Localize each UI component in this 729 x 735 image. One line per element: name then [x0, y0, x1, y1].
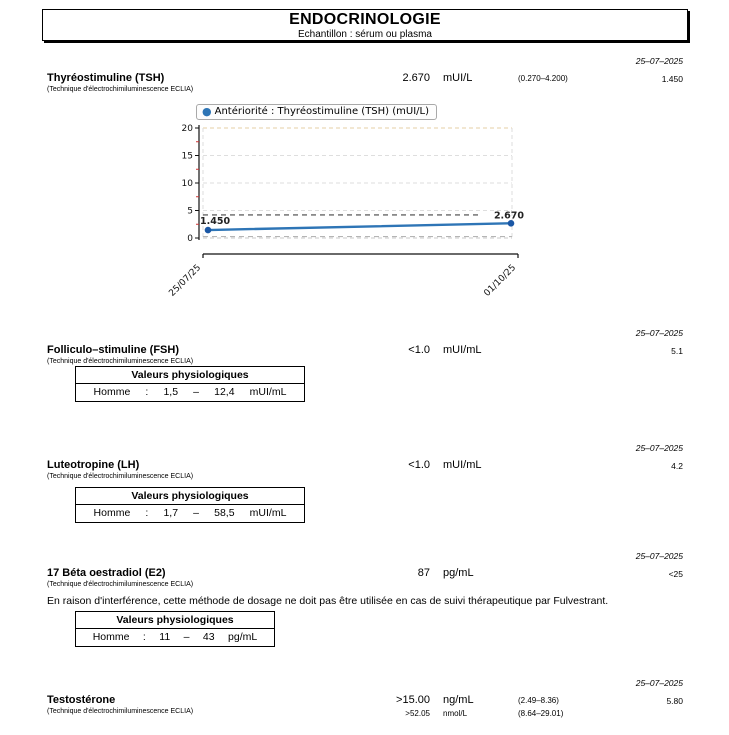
fsh-value: <1.0 — [408, 344, 430, 356]
testosterone-value2: >52.05 — [405, 709, 430, 718]
physio-dash: – — [183, 631, 190, 643]
fsh-previous-date: 25–07–2025 — [635, 328, 683, 338]
fsh-physio-table — [75, 366, 305, 402]
physio-high: 12,4 — [214, 386, 235, 398]
testosterone-test-name: Testostérone — [47, 694, 116, 706]
sample-type-label: Echantillon : sérum ou plasma — [298, 29, 432, 40]
testosterone-value: >15.00 — [396, 694, 430, 706]
physio-low: 1,7 — [163, 507, 179, 519]
tsh-history-chart — [160, 104, 560, 304]
fsh-unit: mUI/mL — [443, 344, 482, 356]
svg-text:20: 20 — [181, 124, 193, 134]
tsh-previous-value: 1.450 — [661, 74, 683, 84]
lh-previous-value: 4.2 — [671, 461, 683, 471]
physio-table-title: Valeurs physiologiques — [76, 612, 274, 629]
physio-unit: pg/mL — [228, 631, 258, 643]
lh-test-name: Luteotropine (LH) — [47, 459, 140, 471]
physio-dash: – — [193, 386, 200, 398]
physio-high: 58,5 — [214, 507, 235, 519]
physio-low: 1,5 — [163, 386, 179, 398]
physio-sex: Homme — [93, 507, 131, 519]
testosterone-unit: ng/mL — [443, 694, 474, 706]
chart-legend-label: Antériorité : Thyréostimuline (TSH) (mUI/L) — [214, 106, 430, 117]
e2-physio-table — [75, 611, 275, 647]
physio-sex: Homme — [92, 631, 130, 643]
physio-unit: mUI/mL — [249, 507, 287, 519]
physio-table-row — [76, 629, 274, 646]
testosterone-technique: (Technique d'électrochimiluminescence ECLIA) — [47, 708, 194, 715]
physio-colon: : — [145, 386, 149, 398]
tsh-value: 2.670 — [402, 72, 430, 84]
fsh-test-name: Folliculo–stimuline (FSH) — [47, 344, 180, 356]
physio-low: 11 — [159, 631, 171, 643]
tsh-reference-range: (0.270–4.200) — [518, 74, 568, 83]
physio-unit: mUI/mL — [249, 386, 287, 398]
testosterone-previous-value: 5.80 — [666, 696, 683, 706]
e2-previous-date: 25–07–2025 — [635, 551, 683, 561]
lh-previous-date: 25–07–2025 — [635, 443, 683, 453]
report-header — [42, 9, 688, 41]
chart-legend — [196, 104, 437, 120]
physio-colon: : — [142, 631, 146, 643]
physio-table-title: Valeurs physiologiques — [76, 488, 304, 505]
svg-text:10: 10 — [181, 179, 193, 189]
physio-high: 43 — [202, 631, 215, 643]
testosterone-reference-range2: (8.64–29.01) — [518, 709, 564, 718]
testosterone-unit2: nmol/L — [443, 709, 468, 718]
e2-technique: (Technique d'électrochimiluminescence ECLIA) — [47, 581, 194, 588]
lh-unit: mUI/mL — [443, 459, 482, 471]
fsh-technique: (Technique d'électrochimiluminescence ECLIA) — [47, 358, 194, 365]
lh-physio-table — [75, 487, 305, 523]
legend-marker-icon: ● — [202, 104, 212, 118]
lh-value: <1.0 — [408, 459, 430, 471]
svg-text:0: 0 — [187, 234, 193, 244]
svg-text:5: 5 — [187, 206, 193, 217]
page-title: ENDOCRINOLOGIE — [289, 11, 441, 28]
tsh-technique: (Technique d'électrochimiluminescence ECLIA) — [47, 86, 194, 93]
e2-test-name: 17 Béta oestradiol (E2) — [47, 567, 166, 579]
svg-text:25/07/25: 25/07/25 — [167, 263, 204, 299]
e2-previous-value: <25 — [668, 569, 683, 579]
physio-table-row — [76, 384, 304, 401]
svg-text:2.670: 2.670 — [493, 210, 524, 222]
e2-interference-note: En raison d'interférence, cette méthode de dosage ne doit pas être utilisée en cas de suivi thérapeutique par Fulvestrant. — [47, 595, 609, 607]
testosterone-reference-range: (2.49–8.36) — [518, 696, 559, 705]
physio-sex: Homme — [93, 386, 131, 398]
svg-text:15: 15 — [181, 151, 193, 162]
physio-table-row — [76, 505, 304, 522]
svg-text:01/10/25: 01/10/25 — [482, 263, 519, 299]
tsh-test-name: Thyréostimuline (TSH) — [47, 72, 165, 84]
physio-dash: – — [193, 507, 200, 519]
fsh-previous-value: 5.1 — [671, 346, 683, 356]
svg-text:1.450: 1.450 — [200, 216, 231, 228]
physio-colon: : — [145, 507, 149, 519]
tsh-previous-date: 25–07–2025 — [635, 56, 683, 66]
tsh-history-chart-svg — [160, 122, 560, 304]
lh-technique: (Technique d'électrochimiluminescence ECLIA) — [47, 473, 194, 480]
testosterone-previous-date: 25–07–2025 — [635, 678, 683, 688]
e2-value: 87 — [417, 567, 430, 579]
physio-table-title: Valeurs physiologiques — [76, 367, 304, 384]
e2-unit: pg/mL — [443, 567, 474, 579]
tsh-unit: mUI/L — [443, 72, 473, 84]
